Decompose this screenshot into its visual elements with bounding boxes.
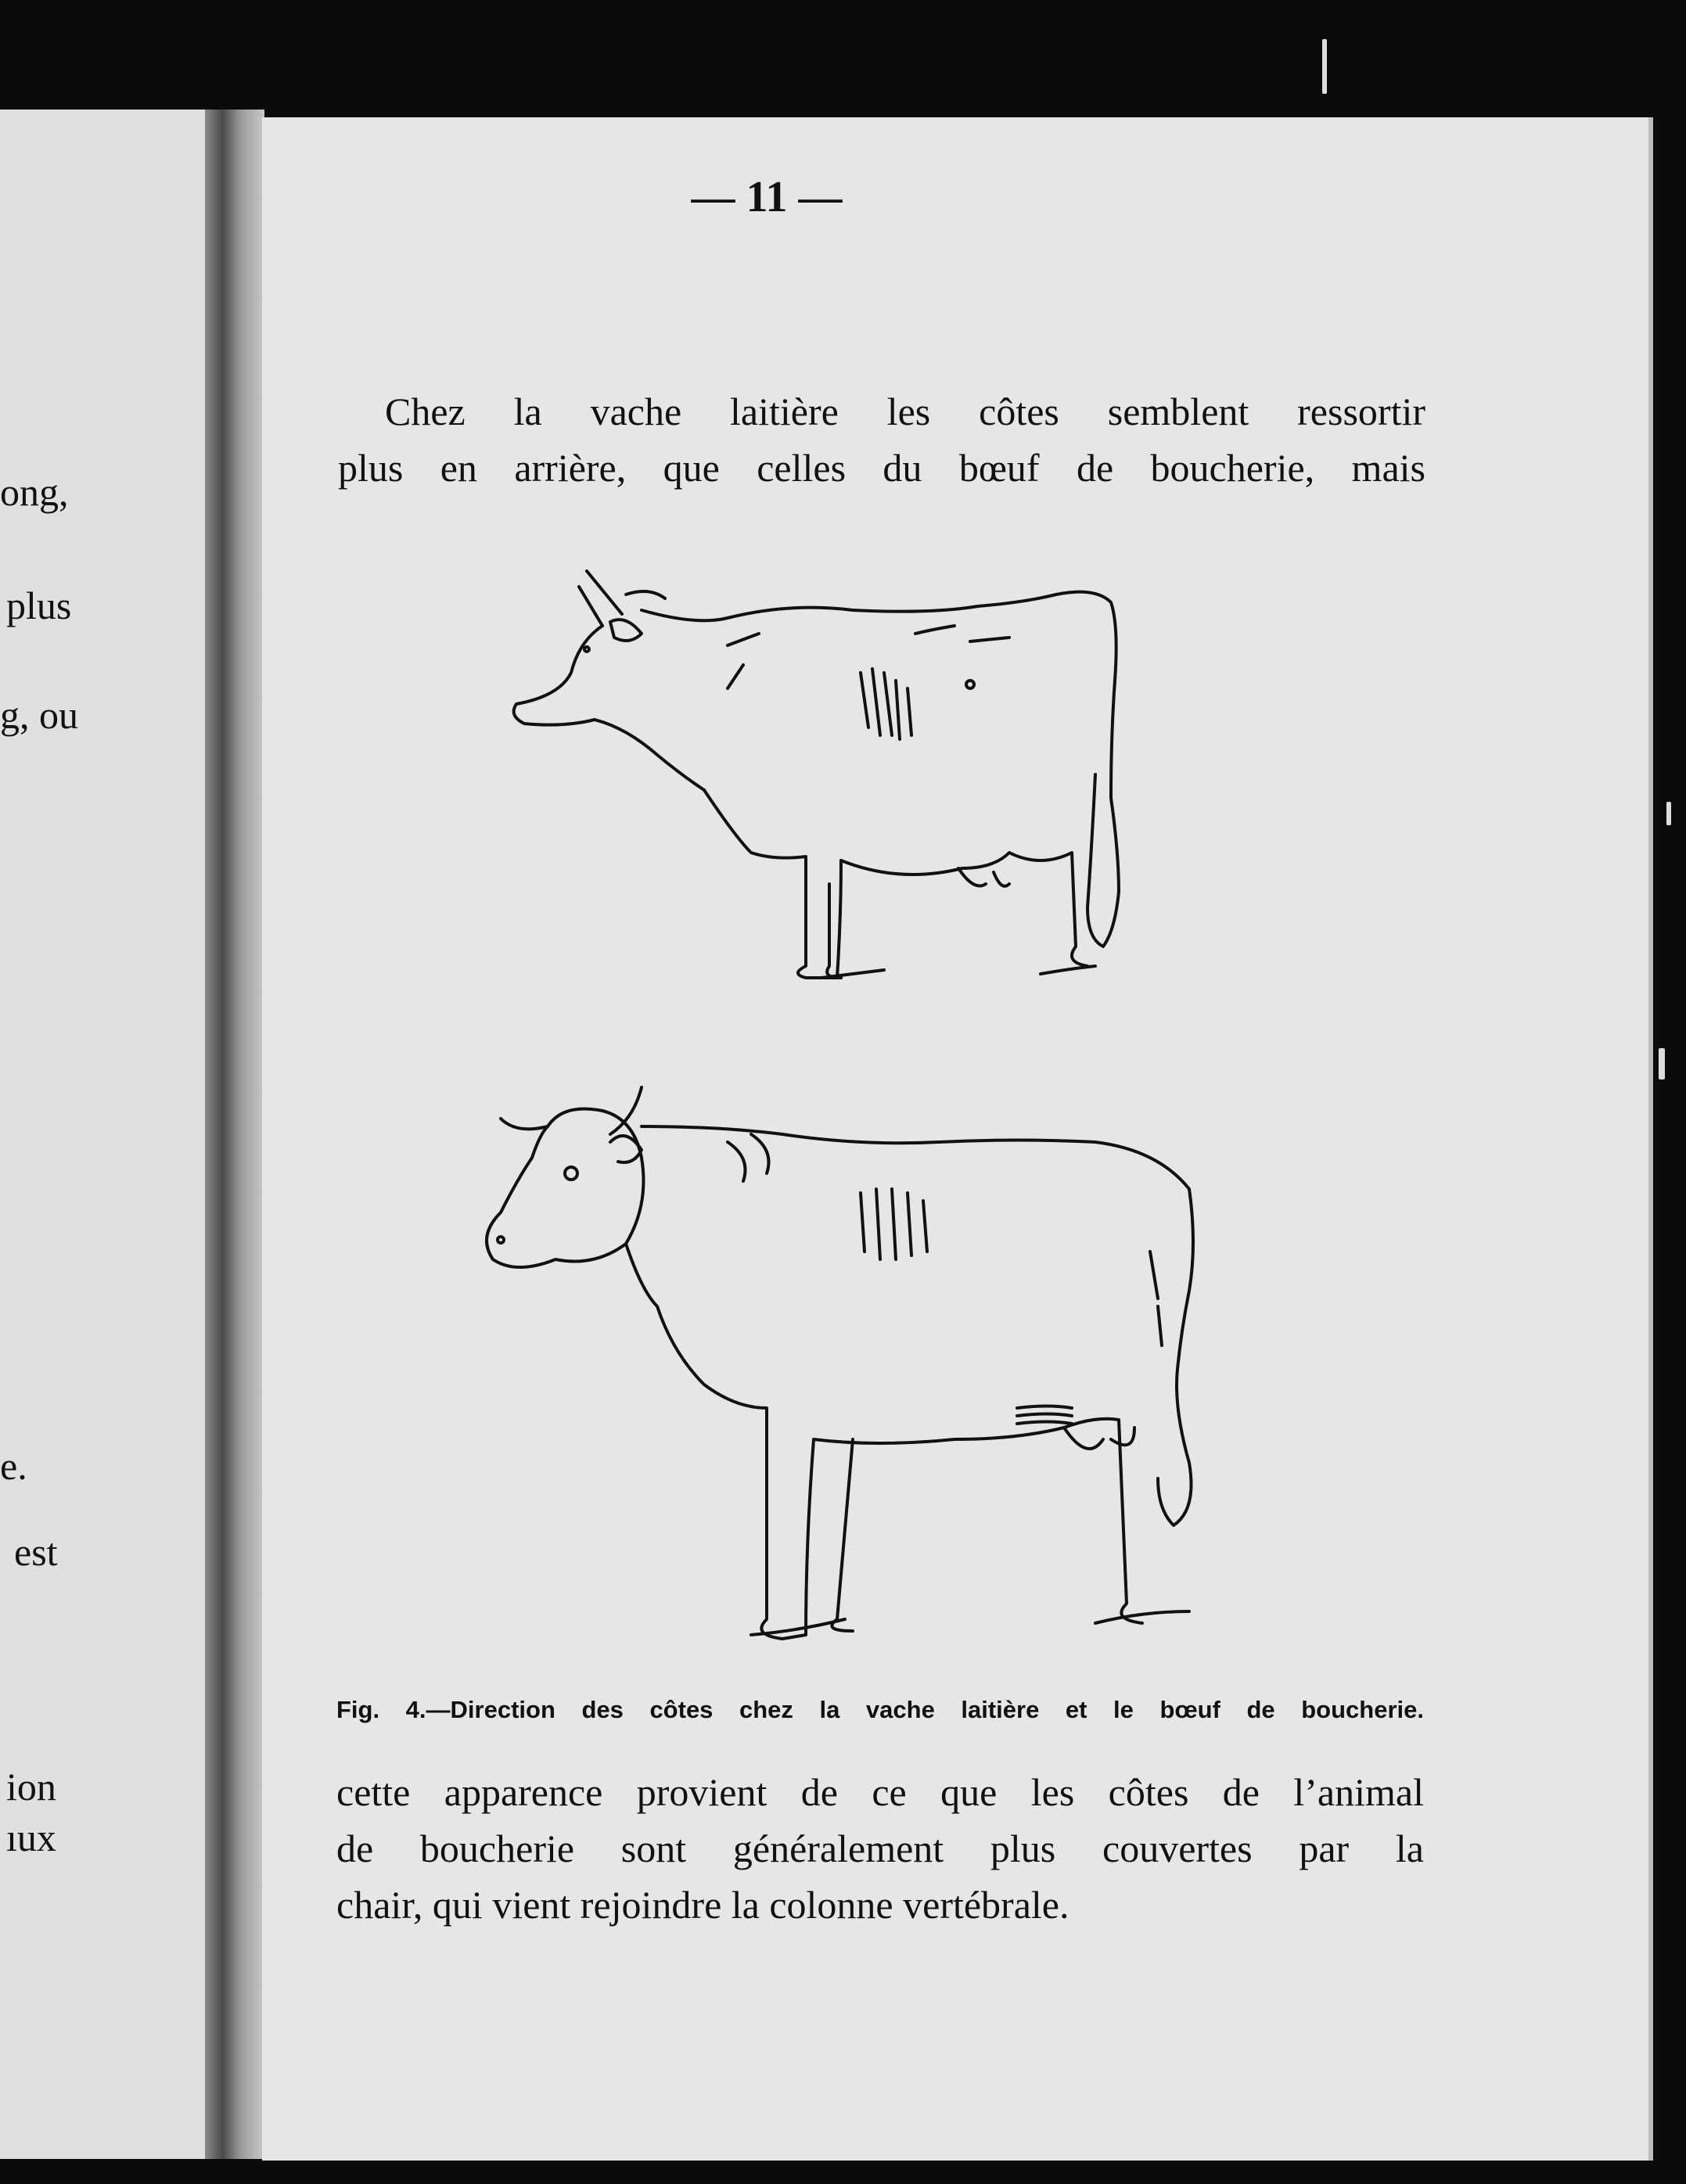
figure-caption: Fig. 4.—Direction des côtes chez la vache laitière et le bœuf de boucherie.	[336, 1696, 1424, 1723]
paragraph-bottom	[336, 1764, 1424, 1933]
book-gutter	[205, 110, 264, 2159]
text-line: plus en arrière, que celles du bœuf de boucherie, mais	[338, 446, 1425, 490]
left-page	[0, 110, 235, 2159]
text-line: Chez la vache laitière les côtes semblent ressortir	[385, 390, 1425, 433]
scan-artifact	[1659, 1048, 1665, 1079]
text-line: de boucherie sont généralement plus couvertes par la	[336, 1827, 1424, 1870]
left-fragment: ong,	[0, 470, 69, 514]
left-fragment: est	[14, 1530, 58, 1574]
paragraph-top	[338, 383, 1425, 496]
left-fragment: ion	[6, 1765, 56, 1809]
dairy-cow-illustration	[493, 540, 1260, 1025]
scan-artifact	[1322, 39, 1327, 94]
left-fragment: plus	[6, 584, 72, 627]
beef-cattle-drawing	[469, 1072, 1283, 1666]
left-fragment: ıux	[6, 1816, 56, 1859]
beef-cattle-illustration	[469, 1072, 1283, 1666]
text-line: cette apparence provient de ce que les côtes de l’animal	[336, 1770, 1424, 1814]
text-line: chair, qui vient rejoindre la colonne vertébrale.	[336, 1883, 1069, 1927]
left-fragment: g, ou	[0, 693, 78, 737]
page-number: — 11 —	[691, 173, 843, 221]
left-fragment: e.	[0, 1444, 27, 1488]
dairy-cow-drawing	[493, 540, 1260, 1025]
scan-artifact	[1666, 802, 1671, 825]
